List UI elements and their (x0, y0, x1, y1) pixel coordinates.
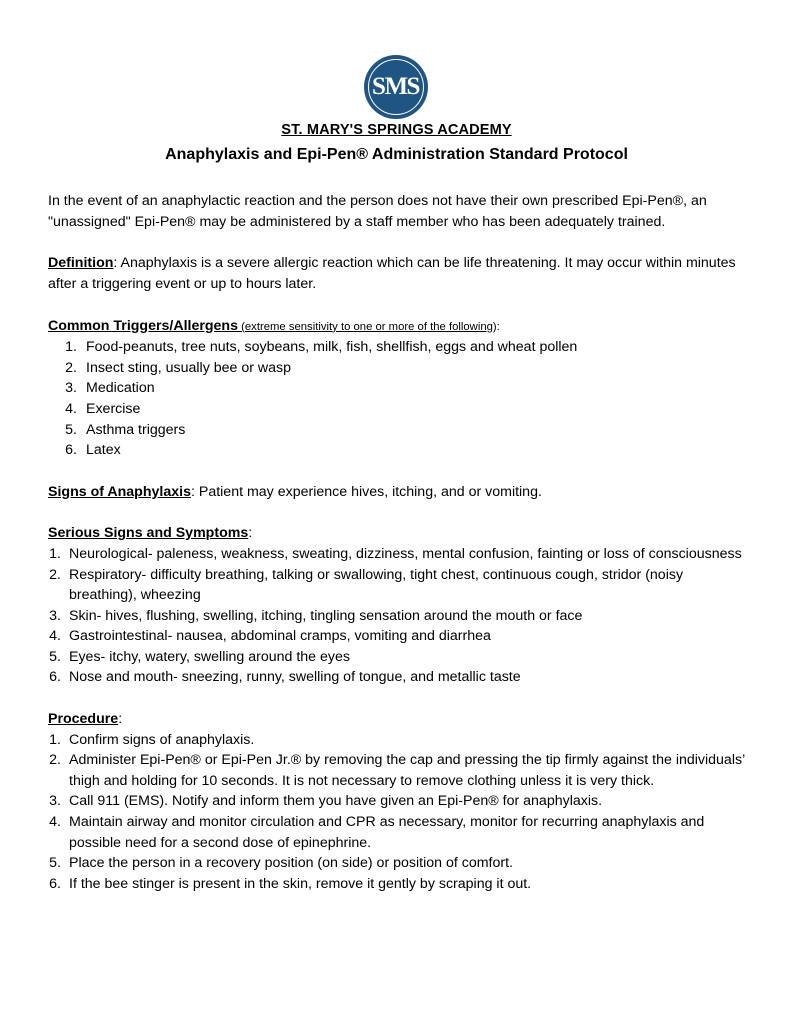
signs-section (48, 482, 745, 503)
procedure-list (48, 730, 745, 895)
list-item-text: Insect sting, usually bee or wasp (86, 359, 292, 376)
list-item (48, 667, 745, 688)
list-number: 6. (65, 442, 77, 459)
serious-heading-row (48, 523, 745, 544)
list-number: 4. (65, 400, 77, 417)
list-item (48, 565, 745, 606)
signs-body: Patient may experience hives, itching, and or vomiting. (194, 483, 542, 500)
logo-monogram: SMS (372, 72, 419, 100)
list-item (48, 750, 745, 791)
list-number: 3. (49, 793, 61, 810)
serious-heading: Serious Signs and Symptoms (48, 525, 249, 542)
definition-heading: Definition (48, 255, 114, 272)
list-number: 5. (49, 648, 61, 665)
list-item (48, 606, 745, 627)
triggers-heading-row (48, 316, 745, 338)
list-item-text: Exercise (86, 400, 141, 417)
list-number: 2. (49, 566, 61, 583)
intro-paragraph: In the event of an anaphylactic reaction and the person does not have their own prescribed Epi-Pen®, an "unassigned" Epi-Pen® may be administered by a staff member who has been adequately trained. (48, 193, 707, 230)
list-number: 5. (49, 855, 61, 872)
list-number: 6. (49, 669, 61, 686)
signs-heading: Signs of Anaphylaxis (48, 483, 191, 500)
list-number: 1. (65, 339, 77, 356)
list-item-text: Asthma triggers (86, 421, 186, 438)
list-item (48, 853, 745, 874)
list-item (48, 626, 745, 647)
procedure-heading: Procedure (48, 711, 119, 728)
list-item-text: Food-peanuts, tree nuts, soybeans, milk, fish, shellfish, eggs and wheat pollen (86, 339, 578, 356)
list-item-text: Neurological- paleness, weakness, sweating, dizziness, mental confusion, fainting or loss of consciousness (69, 545, 742, 562)
list-item (48, 791, 745, 812)
spacer (48, 688, 745, 709)
list-item-text: Eyes- itchy, watery, swelling around the eyes (69, 648, 350, 665)
school-name (48, 120, 745, 141)
page-title: Anaphylaxis and Epi-Pen® Administration Standard Protocol (165, 145, 628, 163)
document-body (48, 120, 745, 894)
triggers-heading: Common Triggers/Allergens (48, 317, 238, 334)
procedure-heading-row (48, 709, 745, 730)
list-number: 2. (65, 359, 77, 376)
serious-symptoms-list (48, 544, 745, 688)
triggers-note: (extreme sensitivity to one or more of the following (238, 320, 493, 333)
list-item (57, 420, 745, 441)
definition-colon: : (113, 255, 118, 272)
serious-colon: : (248, 525, 253, 542)
list-number: 4. (49, 814, 61, 831)
list-item (57, 399, 745, 420)
list-item-text: If the bee stinger is present in the skin, remove it gently by scraping it out. (69, 875, 532, 892)
list-item-text: Latex (86, 442, 121, 459)
signs-colon: : (190, 483, 195, 500)
list-number: 4. (49, 628, 61, 645)
list-item-text: Call 911 (EMS). Notify and inform them you have given an Epi-Pen® for anaphylaxis. (69, 793, 603, 810)
list-item-text: Nose and mouth- sneezing, runny, swelling of tongue, and metallic taste (69, 669, 521, 686)
list-item (57, 358, 745, 379)
list-number: 6. (49, 875, 61, 892)
list-item (48, 544, 745, 565)
list-item (57, 440, 745, 461)
triggers-note-tail: ): (492, 320, 500, 333)
list-number: 3. (49, 607, 61, 624)
list-item (48, 730, 745, 751)
list-number: 5. (65, 421, 77, 438)
list-number: 1. (49, 545, 61, 562)
list-item-text: Respiratory- difficulty breathing, talking or swallowing, tight chest, continuous cough, stridor (noisy breathing), wheezing (69, 566, 684, 604)
triggers-list (57, 337, 745, 461)
list-number: 1. (49, 731, 61, 748)
school-name-text: ST. MARY'S SPRINGS ACADEMY (281, 122, 512, 138)
spacer (48, 165, 745, 191)
st-marys-springs-academy-logo (364, 55, 428, 119)
list-item (57, 378, 745, 399)
list-item-text: Administer Epi-Pen® or Epi-Pen Jr.® by removing the cap and pressing the tip firmly against the individuals’ thigh and holding for 10 seconds. It is not necessary to remove clothing unless it is very thick. (69, 752, 745, 789)
list-number: 2. (49, 752, 61, 769)
spacer (48, 295, 745, 316)
list-item (48, 647, 745, 668)
list-item (57, 337, 745, 358)
list-item-text: Confirm signs of anaphylaxis. (69, 731, 255, 748)
list-item-text: Medication (86, 380, 155, 397)
procedure-colon: : (118, 711, 123, 728)
logo-container (0, 55, 791, 119)
spacer (48, 461, 745, 482)
spacer (48, 502, 745, 523)
definition-section (48, 253, 745, 294)
definition-body: Anaphylaxis is a severe allergic reaction which can be life threatening. It may occur within minutes after a triggering event or up to hours later. (48, 255, 736, 292)
list-item-text: Gastrointestinal- nausea, abdominal cramps, vomiting and diarrhea (69, 628, 491, 645)
list-item (48, 812, 745, 853)
list-item-text: Place the person in a recovery position (on side) or position of comfort. (69, 855, 513, 872)
list-item-text: Skin- hives, flushing, swelling, itching, tingling sensation around the mouth or face (69, 607, 583, 624)
list-item (48, 874, 745, 895)
list-number: 3. (65, 380, 77, 397)
spacer (48, 232, 745, 253)
list-item-text: Maintain airway and monitor circulation and CPR as necessary, monitor for recurring anaphylaxis and possible need for a second dose of epinephrine. (69, 814, 705, 851)
